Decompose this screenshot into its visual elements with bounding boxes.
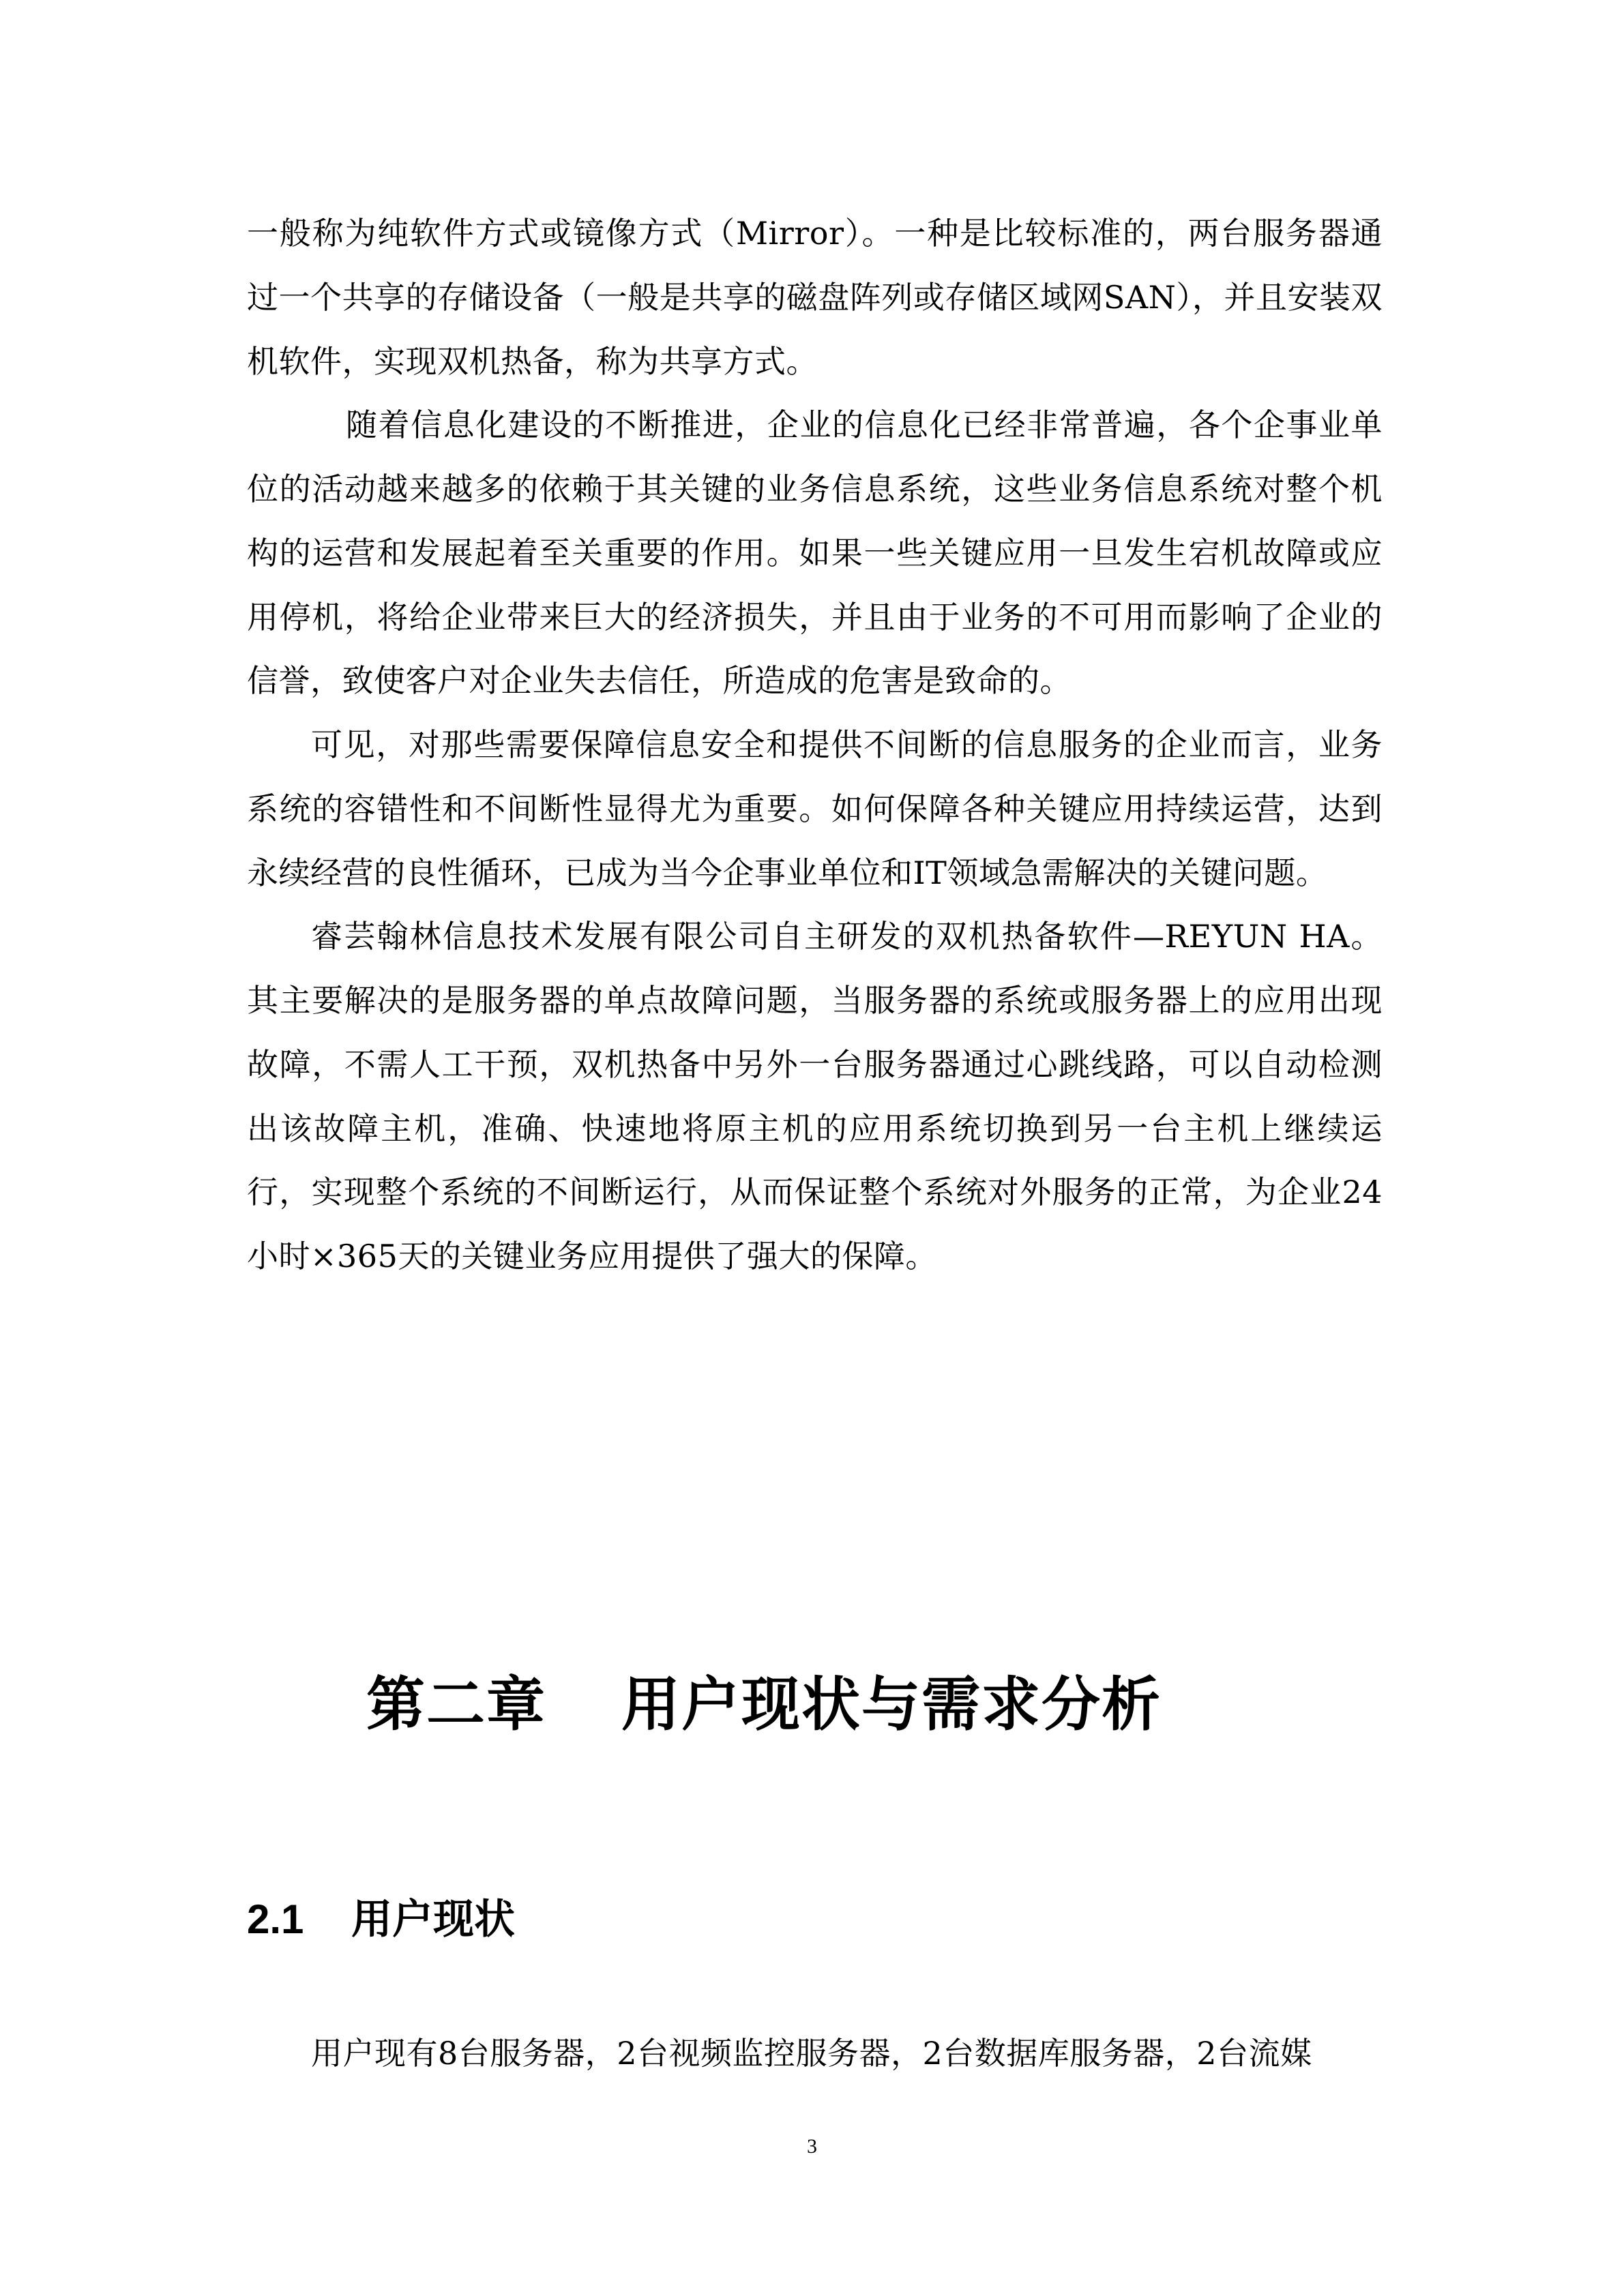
chapter-number: 第二章	[366, 1671, 546, 1739]
paragraph-storage-modes: 一般称为纯软件方式或镜像方式（Mirror）。一种是比较标准的，两台服务器通过一个共享的存储设备（一般是共享的磁盘阵列或存储区域网SAN），并且安装双机软件，实现双机热备，称为共享方式。	[247, 215, 1383, 380]
chapter-heading	[366, 1664, 1219, 1746]
section-title-text: 用户现状	[351, 1896, 515, 1942]
section-body	[247, 2022, 1383, 2086]
section-number: 2.1	[247, 1896, 304, 1942]
paragraph-user-servers: 用户现有8台服务器，2台视频监控服务器，2台数据库服务器，2台流媒	[311, 2035, 1312, 2072]
page-number: 3	[807, 2135, 817, 2158]
chapter-title-text: 用户现状与需求分析	[621, 1671, 1162, 1739]
section-heading	[247, 1889, 515, 1950]
paragraph-informatization-background: 随着信息化建设的不断推进，企业的信息化已经非常普遍，各个企事业单位的活动越来越多的依赖于其关键的业务信息系统，这些业务信息系统对整个机构的运营和发展起着至关重要的作用。如果一些关键应用一旦发生宕机故障或应用停机，将给企业带来巨大的经济损失，并且由于业务的不可用而影响了企业的信誉，致使客户对企业失去信任，所造成的危害是致命的。	[247, 406, 1383, 700]
paragraph-fault-tolerance-importance: 可见，对那些需要保障信息安全和提供不间断的信息服务的企业而言，业务系统的容错性和不间断性显得尤为重要。如何保障各种关键应用持续运营，达到永续经营的良性循环，已成为当今企事业单位和IT领域急需解决的关键问题。	[247, 726, 1383, 891]
paragraph-reyun-ha-intro: 睿芸翰林信息技术发展有限公司自主研发的双机热备软件—REYUN HA。其主要解决的是服务器的单点故障问题，当服务器的系统或服务器上的应用出现故障，不需人工干预，双机热备中另外一台服务器通过心跳线路，可以自动检测出该故障主机，准确、快速地将原主机的应用系统切换到另一台主机上继续运行，实现整个系统的不间断运行，从而保证整个系统对外服务的正常，为企业24小时×365天的关键业务应用提供了强大的保障。	[247, 918, 1383, 1274]
body-text	[247, 202, 1383, 1289]
